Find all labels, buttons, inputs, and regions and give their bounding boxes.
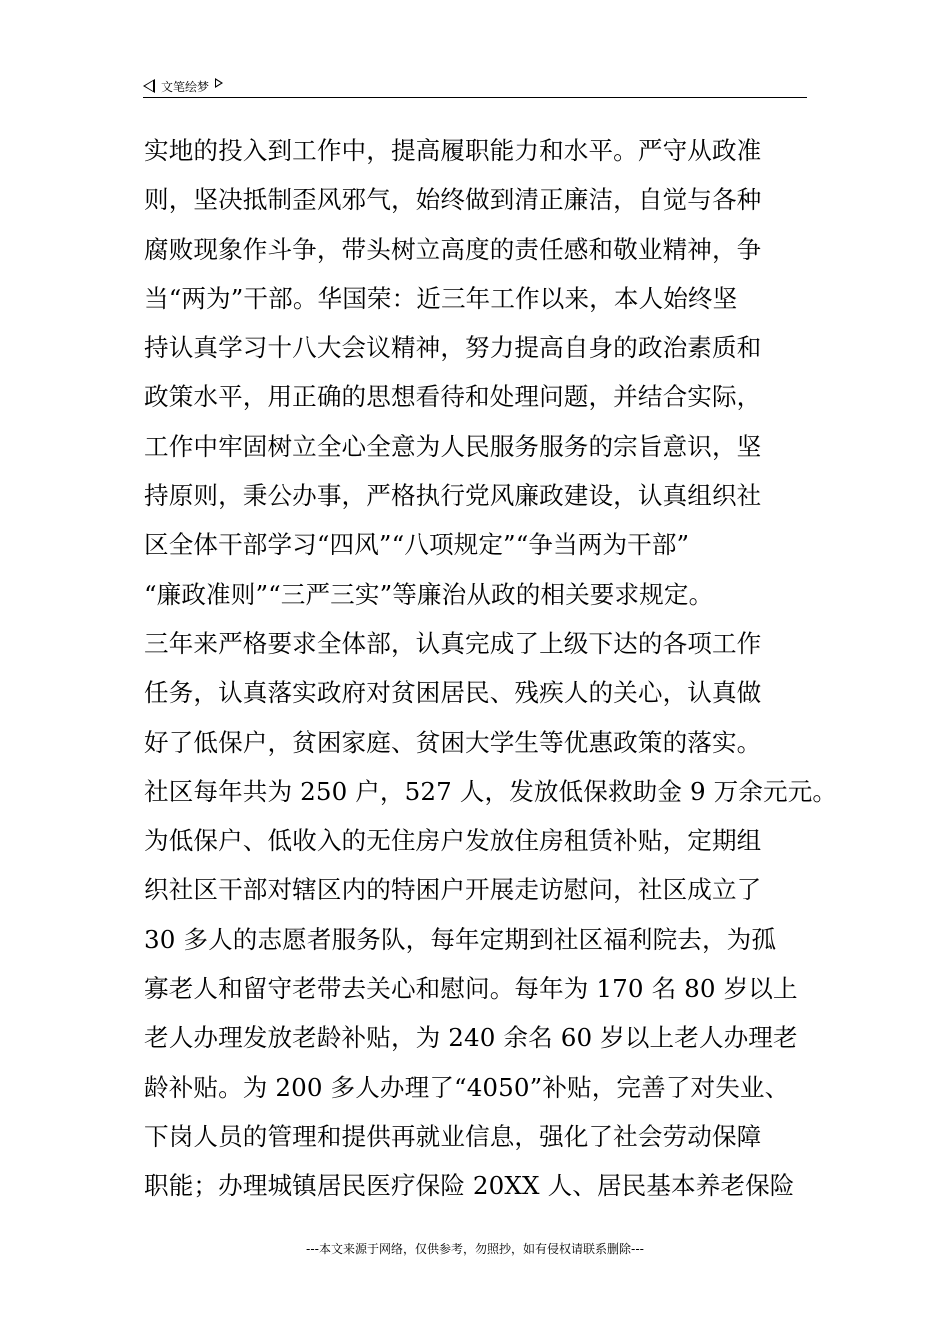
document-body bbox=[144, 126, 838, 1211]
text-line: 区全体干部学习“四风”“八项规定”“争当两为干部” bbox=[144, 530, 690, 560]
text-line: 则，坚决抵制歪风邪气，始终做到清正廉洁，自觉与各种 bbox=[144, 185, 762, 215]
header-title: 文笔绘梦 bbox=[161, 79, 210, 94]
text-line: 当“两为”干部。华国荣：近三年工作以来，本人始终坚 bbox=[144, 283, 738, 313]
text-line: 任务，认真落实政府对贫困居民、残疾人的关心，认真做 bbox=[144, 678, 762, 708]
text-line: 实地的投入到工作中，提高履职能力和水平。严守从政准 bbox=[144, 136, 762, 165]
text-line: 寡老人和留守老带去关心和慰问。每年为 170 名 80 岁以上 bbox=[144, 974, 798, 1004]
triangle-right-icon bbox=[215, 78, 223, 88]
text-line: 工作中牢固树立全心全意为人民服务服务的宗旨意识，坚 bbox=[144, 431, 762, 461]
page-header bbox=[143, 74, 807, 98]
page-footer: ---本文来源于网络，仅供参考，勿照抄，如有侵权请联系删除--- bbox=[306, 1242, 644, 1256]
triangle-left-icon bbox=[143, 79, 155, 93]
text-line: 下岗人员的管理和提供再就业信息，强化了社会劳动保障 bbox=[144, 1121, 762, 1151]
text-line: 好了低保户，贫困家庭、贫困大学生等优惠政策的落实。 bbox=[144, 727, 762, 757]
text-line: 持认真学习十八大会议精神，努力提高自身的政治素质和 bbox=[144, 333, 762, 363]
text-line: 社区每年共为 250 户，527 人，发放低保救助金 9 万余元元。 bbox=[144, 776, 838, 806]
text-line: “廉政准则”“三严三实”等廉治从政的相关要求规定。 bbox=[144, 579, 714, 609]
text-line: 织社区干部对辖区内的特困户开展走访慰问，社区成立了 bbox=[144, 875, 762, 905]
text-line: 腐败现象作斗争，带头树立高度的责任感和敬业精神，争 bbox=[144, 234, 762, 264]
text-line: 老人办理发放老龄补贴，为 240 余名 60 岁以上老人办理老 bbox=[144, 1023, 798, 1053]
header-divider bbox=[143, 97, 807, 98]
text-line: 三年来严格要求全体部，认真完成了上级下达的各项工作 bbox=[144, 628, 762, 658]
text-line: 职能；办理城镇居民医疗保险 20XX 人、居民基本养老保险 bbox=[144, 1171, 795, 1201]
text-line: 为低保户、低收入的无住房户发放住房租赁补贴，定期组 bbox=[144, 826, 762, 856]
text-line: 龄补贴。为 200 多人办理了“4050”补贴，完善了对失业、 bbox=[144, 1072, 790, 1102]
text-line: 30 多人的志愿者服务队，每年定期到社区福利院去，为孤 bbox=[144, 924, 777, 954]
text-line: 持原则，秉公办事，严格执行党风廉政建设，认真组织社 bbox=[144, 481, 762, 511]
text-line: 政策水平，用正确的思想看待和处理问题，并结合实际， bbox=[144, 382, 762, 412]
